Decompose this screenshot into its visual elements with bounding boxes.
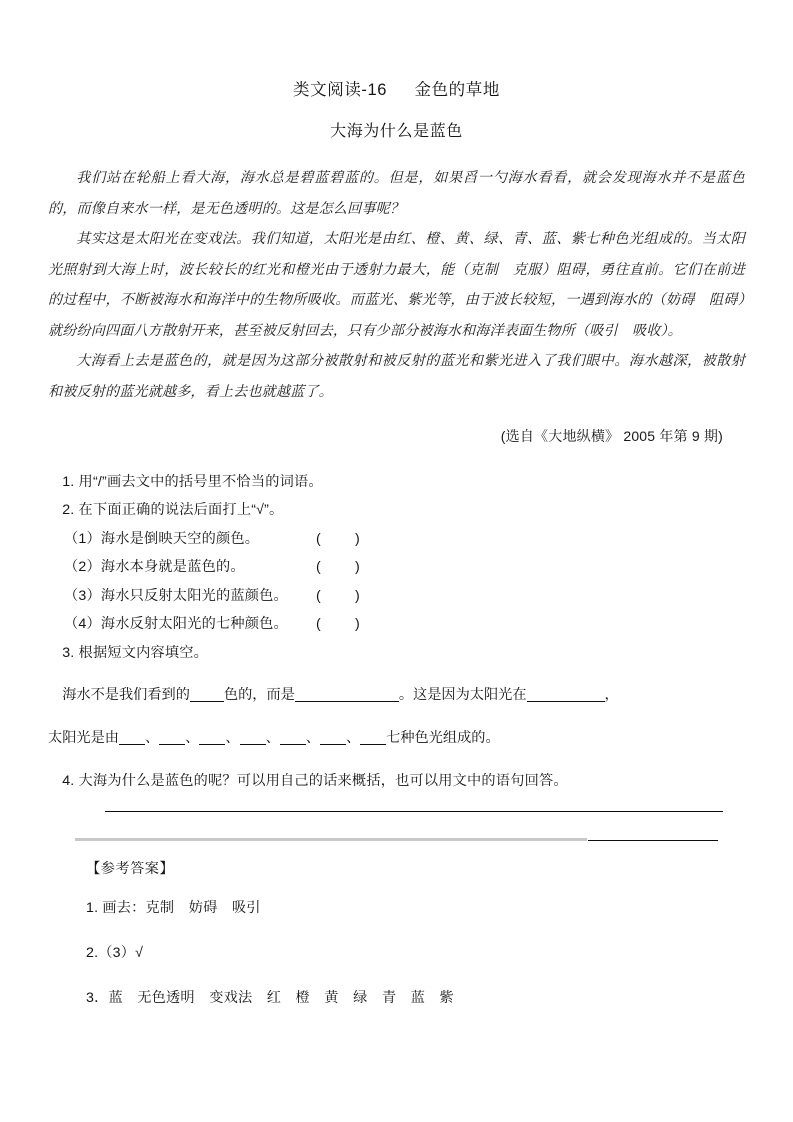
- question-1: 1. 用“/”画去文中的括号里不恰当的词语。: [62, 473, 323, 490]
- fill-text-2: 色的，而是: [223, 687, 295, 704]
- option-label-2: （2）海水本身就是蓝色的。: [64, 559, 245, 575]
- fill-text-1: 海水不是我们看到的: [62, 687, 190, 704]
- question-3-fill-line-2: [48, 724, 745, 753]
- fill-blank-5[interactable]: [159, 729, 185, 745]
- question-4: 4. 大海为什么是蓝色的呢？可以用自己的话来概括，也可以用文中的语句回答。: [62, 772, 568, 789]
- option-row-2[interactable]: [48, 553, 745, 582]
- question-2: 2. 在下面正确的说法后面打上“√”。: [62, 502, 284, 518]
- option-answer-box-4[interactable]: ( ): [316, 616, 360, 632]
- reading-passage: [48, 163, 745, 452]
- answer-key-item-1: 1. 画去：克制 妨碍 吸引: [86, 900, 261, 916]
- series-title: 类文阅读-16: [293, 81, 388, 99]
- fill-blank-3[interactable]: [527, 686, 605, 702]
- answer-writing-line-2[interactable]: [588, 840, 718, 841]
- fill-sep-5: 、: [305, 729, 320, 746]
- fill-sep-6: 、: [345, 729, 361, 746]
- option-answer-box-3[interactable]: ( ): [316, 587, 360, 604]
- fill-text-5: 太阳光是由: [48, 729, 119, 746]
- fill-blank-2[interactable]: [295, 686, 399, 702]
- fill-blank-9[interactable]: [320, 729, 346, 745]
- fill-sep-3: 、: [225, 729, 240, 746]
- fill-blank-8[interactable]: [280, 729, 306, 745]
- answer-key-heading: 【参考答案】: [86, 861, 175, 877]
- passage-paragraph-1: 我们站在轮船上看大海，海水总是碧蓝碧蓝的。但是，如果舀一勺海水看看，就会发现海水并不是蓝色的，而像自来水一样，是无色透明的。这是怎么回事呢？: [48, 170, 745, 217]
- fill-blank-6[interactable]: [199, 729, 225, 745]
- section-divider: [75, 838, 587, 841]
- question-3: 3. 根据短文内容填空。: [62, 644, 209, 661]
- fill-blank-1[interactable]: [190, 686, 224, 702]
- fill-blank-10[interactable]: [360, 729, 386, 745]
- answer-key-section: [48, 852, 745, 1021]
- fill-sep-1: 、: [144, 729, 160, 746]
- option-answer-box-2[interactable]: ( ): [316, 559, 360, 575]
- option-label-4: （4）海水反射太阳光的七种颜色。: [64, 616, 288, 632]
- article-title: 大海为什么是蓝色: [330, 123, 463, 140]
- fill-blank-4[interactable]: [119, 729, 145, 745]
- fill-text-6: 七种色光组成的。: [386, 729, 500, 746]
- option-row-3[interactable]: [48, 582, 745, 611]
- fill-text-4: ，: [604, 687, 619, 704]
- passage-paragraph-2: 其实这是太阳光在变戏法。我们知道，太阳光是由红、橙、黄、绿、青、蓝、紫七种色光组成的。当太阳光照射到大海上时，波长较长的红光和橙光由于透射力最大，能（克制 克服）阻碍，勇往直前。它们在前进的过程中，不断被海水和海洋中的生物所吸收。而蓝光、紫光等，由于波长较短，一遇到海水的（妨碍 阻碍）就纷纷向四面八方散射开来，甚至被反射回去，只有少部分被海水和海洋表面生物所（吸引 吸收）。: [48, 231, 745, 339]
- passage-paragraph-3: 大海看上去是蓝色的，就是因为这部分被散射和被反射的蓝光和紫光进入了我们眼中。海水越深，被散射和被反射的蓝光就越多，看上去也就越蓝了。: [48, 353, 745, 400]
- option-row-1[interactable]: [48, 525, 745, 554]
- option-label-3: （3）海水只反射太阳光的蓝颜色。: [64, 587, 288, 604]
- passage-source: (选自《大地纵横》 2005 年第 9 期): [500, 428, 723, 444]
- questions-section: [48, 468, 745, 796]
- answer-writing-line-1[interactable]: [105, 811, 723, 812]
- page-title: [48, 0, 745, 100]
- fill-sep-4: 、: [265, 729, 280, 746]
- option-label-1: （1）海水是倒映天空的颜色。: [64, 530, 260, 547]
- fill-blank-7[interactable]: [240, 729, 266, 745]
- fill-text-3: 。这是因为太阳光在: [398, 687, 527, 704]
- question-3-fill-line-1: [48, 681, 745, 710]
- unit-title: 金色的草地: [414, 81, 500, 99]
- option-row-4[interactable]: [48, 610, 745, 639]
- option-answer-box-1[interactable]: ( ): [316, 530, 360, 547]
- answer-key-item-3: 3．蓝 无色透明 变戏法 红 橙 黄 绿 青 蓝 紫: [86, 990, 454, 1006]
- fill-sep-2: 、: [185, 729, 200, 746]
- answer-key-item-2: 2.（3）√: [86, 945, 144, 961]
